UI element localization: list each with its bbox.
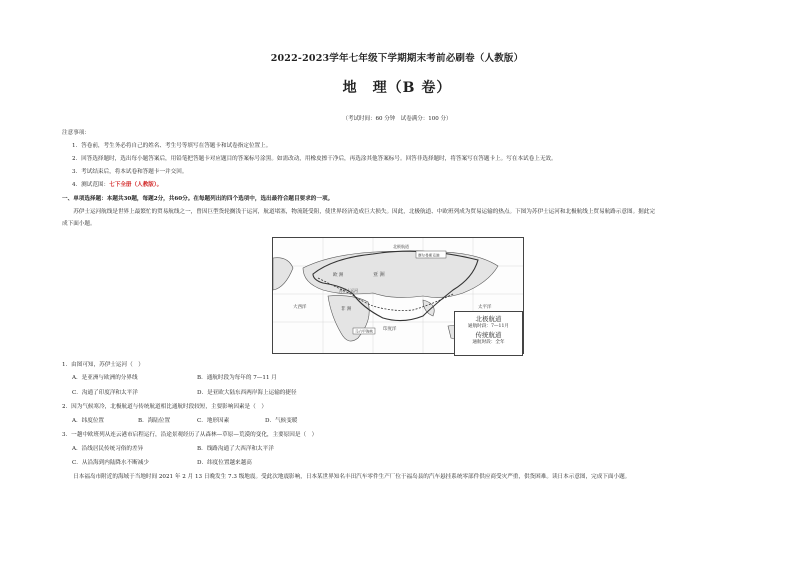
notes-heading: 注意事项： (62, 130, 90, 136)
question-1-option-b: B．通航时段为每年的 7—11 月 (197, 375, 277, 381)
question-1-option-c: C．沟通了印度洋和太平洋 (72, 390, 138, 396)
exam-title: 2022-2023学年七年级下学期期末考前必刷卷（人教版） (270, 53, 524, 64)
map-label-suez: 苏伊士运河 (339, 288, 358, 293)
map-label-arctic-route: 北极航道 (393, 244, 409, 249)
legend-traditional: 传统航道 (475, 331, 502, 339)
exam-subject: 地 理（B 卷） (342, 80, 452, 96)
note-item-4 (72, 182, 162, 189)
africa-land (328, 296, 369, 341)
scope-label: 4．测试范围： (72, 182, 110, 188)
map-label-murmansk: 摩尔曼斯克港 (418, 253, 440, 258)
section-intro-line1: 苏伊士运河航线是世界上最繁忙的贸易航线之一，曾因巨型货轮搁浅于运河，航道堵塞，物流链受阻，使世界经济造成巨大损失。因此，北极航道、中欧班列成为贸易运输的热点。下图为苏伊士运河和北极航线上贸易航路示意图。据此完 (62, 209, 655, 215)
map-label-europe: 欧 洲 (333, 273, 344, 278)
question-2-stem: 2．因为气候寒冷，北极航道与传统航道相比通航时段较短，主要影响因素是（ ） (62, 404, 267, 410)
question-2-option-a: A．纬度位置 (72, 418, 105, 424)
tail-intro: 日本福岛市附近的海域于当地时间 2021 年 2 月 13 日晚发生 7.3 级地震。受此次地震影响，日本某世界知名丰田汽车零件生产厂位于福岛县的汽车悬挂系统零部件供应商受灾严重，供货困难。读日本示意图，完成下面小题。 (62, 474, 631, 480)
question-3-option-c: C．从沿海到内陆降水不断减少 (72, 460, 149, 466)
note-item-1: 1．答卷前，考生务必将自己的姓名、考生号等填写在答题卡和试卷指定位置上。 (72, 143, 272, 149)
question-3-option-d: D．纬度位置越来越高 (197, 460, 252, 466)
legend-arctic: 北极航道 (475, 315, 502, 323)
exam-info: （考试时间：60 分钟 试卷满分：100 分） (342, 116, 452, 122)
map-label-malacca: 马六甲海峡 (355, 329, 373, 334)
legend-traditional-period: 通航时段：全年 (472, 340, 505, 345)
map-label-asia: 亚 洲 (373, 272, 385, 278)
map-legend (454, 311, 523, 356)
map-label-pacific: 太平洋 (478, 305, 492, 310)
note-item-2: 2．回答选择题时，选出每小题答案后，用铅笔把答题卡对应题目的答案标号涂黑。如需改动，用橡皮擦干净后，再选涂其他答案标号。回答非选择题时，将答案写在答题卡上。写在本试卷上无效。 (72, 156, 557, 162)
map-label-africa: 非 洲 (341, 307, 352, 312)
note-item-3: 3．考试结束后，将本试卷和答题卡一并交回。 (72, 169, 188, 175)
question-3-option-a: A．沿线居民传统习俗的差异 (72, 446, 144, 452)
legend-arctic-period: 通航时段：7—11月 (468, 324, 509, 329)
map-label-indian-ocean: 印度洋 (383, 327, 397, 332)
question-2-option-d: D．气候变暖 (265, 418, 298, 424)
section-heading: 一、单项选择题：本题共30题，每题2分，共60分。在每题列出的四个选项中，选出最符合题目要求的一项。 (62, 196, 334, 202)
question-3-stem: 3．一趟中欧班列从连云港市启程运行，沿途景观经历了从森林—草原—荒漠的变化，主要原因是（ ） (62, 432, 318, 438)
question-2-option-c: C．地形因素 (197, 418, 230, 424)
question-1-option-d: D．是亚欧大陆东西两岸海上运输的捷径 (197, 390, 297, 396)
question-1-stem: 1．由图可知，苏伊士运河（ ） (62, 362, 144, 368)
question-1-option-a: A．是亚洲与欧洲的分界线 (72, 375, 138, 381)
scope-value: 七下全册（人教版）。 (109, 182, 163, 188)
americas-land (273, 258, 293, 290)
map-label-atlantic: 大西洋 (293, 305, 307, 310)
section-intro-line2: 成下面小题。 (62, 221, 96, 227)
question-2-option-b: B．海陆位置 (138, 418, 171, 424)
question-3-option-b: B．线路沟通了大西洋和太平洋 (197, 446, 274, 452)
